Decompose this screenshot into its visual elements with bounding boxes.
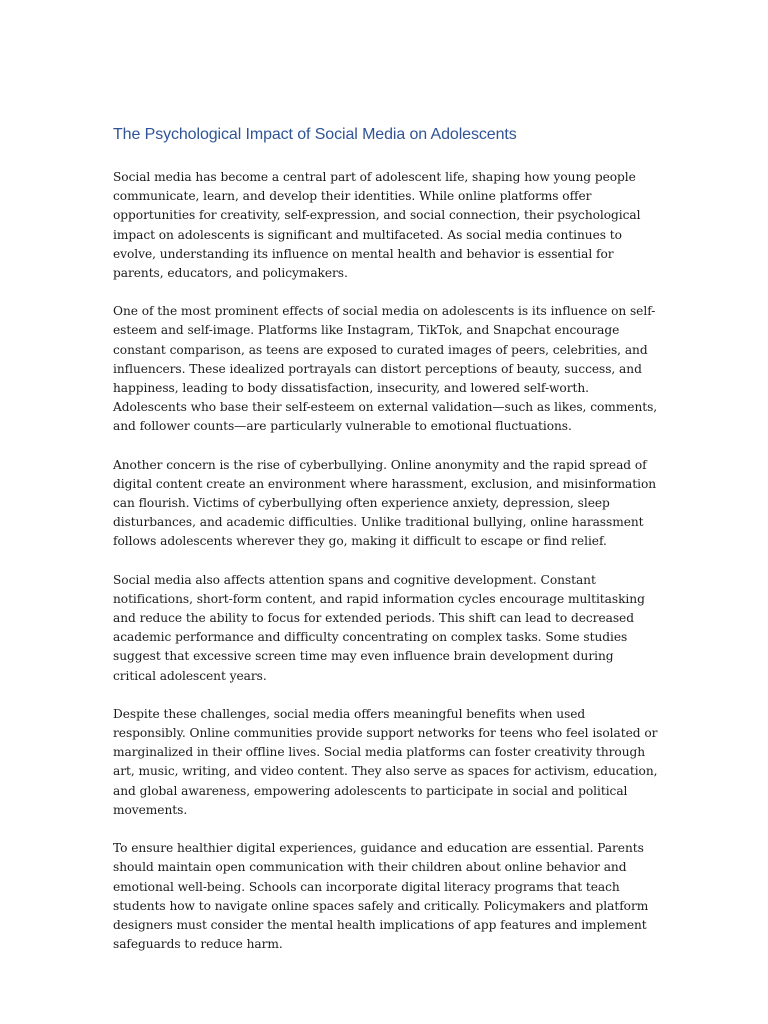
paragraph-guidance: To ensure healthier digital experiences, guidance and education are essential. Parents should maintain open communication with their children about online behavior and emotional well-being. Schools can incorporate digital literacy programs that teach students how to navigate online spaces safely and critically. Policymakers and platform designers must consider the mental health implications of app features and implement safeguards to reduce harm. — [113, 841, 649, 952]
paragraph-self-esteem: One of the most prominent effects of social media on adolescents is its influence on self-esteem and self-image. Platforms like Instagram, TikTok, and Snapchat encourage constant comparison, as teens are exposed to curated images of peers, celebrities, and influencers. These idealized portrayals can distort perceptions of beauty, success, and happiness, leading to body dissatisfaction, insecurity, and lowered self-worth. Adolescents who base their self-esteem on external validation—such as likes, comments, and follower counts—are particularly vulnerable to emotional fluctuations. — [113, 304, 658, 434]
paragraph-attention: Social media also affects attention spans and cognitive development. Constant notifications, short-form content, and rapid information cycles encourage multitasking and reduce the ability to focus for extended periods. This shift can lead to decreased academic performance and difficulty concentrating on complex tasks. Some studies suggest that excessive screen time may even influence brain development during critical adolescent years. — [113, 572, 645, 683]
paragraph-benefits: Despite these challenges, social media offers meaningful benefits when used responsibly. Online communities provide support networks for teens who feel isolated or marginalized in their offline lives. Social media platforms can foster creativity through art, music, writing, and video content. They also serve as spaces for activism, education, and global awareness, empowering adolescents to participate in social and political movements. — [113, 706, 658, 817]
document-body — [113, 124, 658, 973]
paragraph-intro: Social media has become a central part of adolescent life, shaping how young people communicate, learn, and develop their identities. While online platforms offer opportunities for creativity, self-expression, and social connection, their psychological impact on adolescents is significant and multifaceted. As social media continues to evolve, understanding its influence on mental health and behavior is essential for parents, educators, and policymakers. — [113, 170, 641, 281]
paragraph-cyberbullying: Another concern is the rise of cyberbullying. Online anonymity and the rapid spread of digital content create an environment where harassment, exclusion, and misinformation can flourish. Victims of cyberbullying often experience anxiety, depression, sleep disturbances, and academic difficulties. Unlike traditional bullying, online harassment follows adolescents wherever they go, making it difficult to escape or find relief. — [113, 457, 657, 549]
document-title: The Psychological Impact of Social Media on Adolescents — [113, 126, 517, 143]
